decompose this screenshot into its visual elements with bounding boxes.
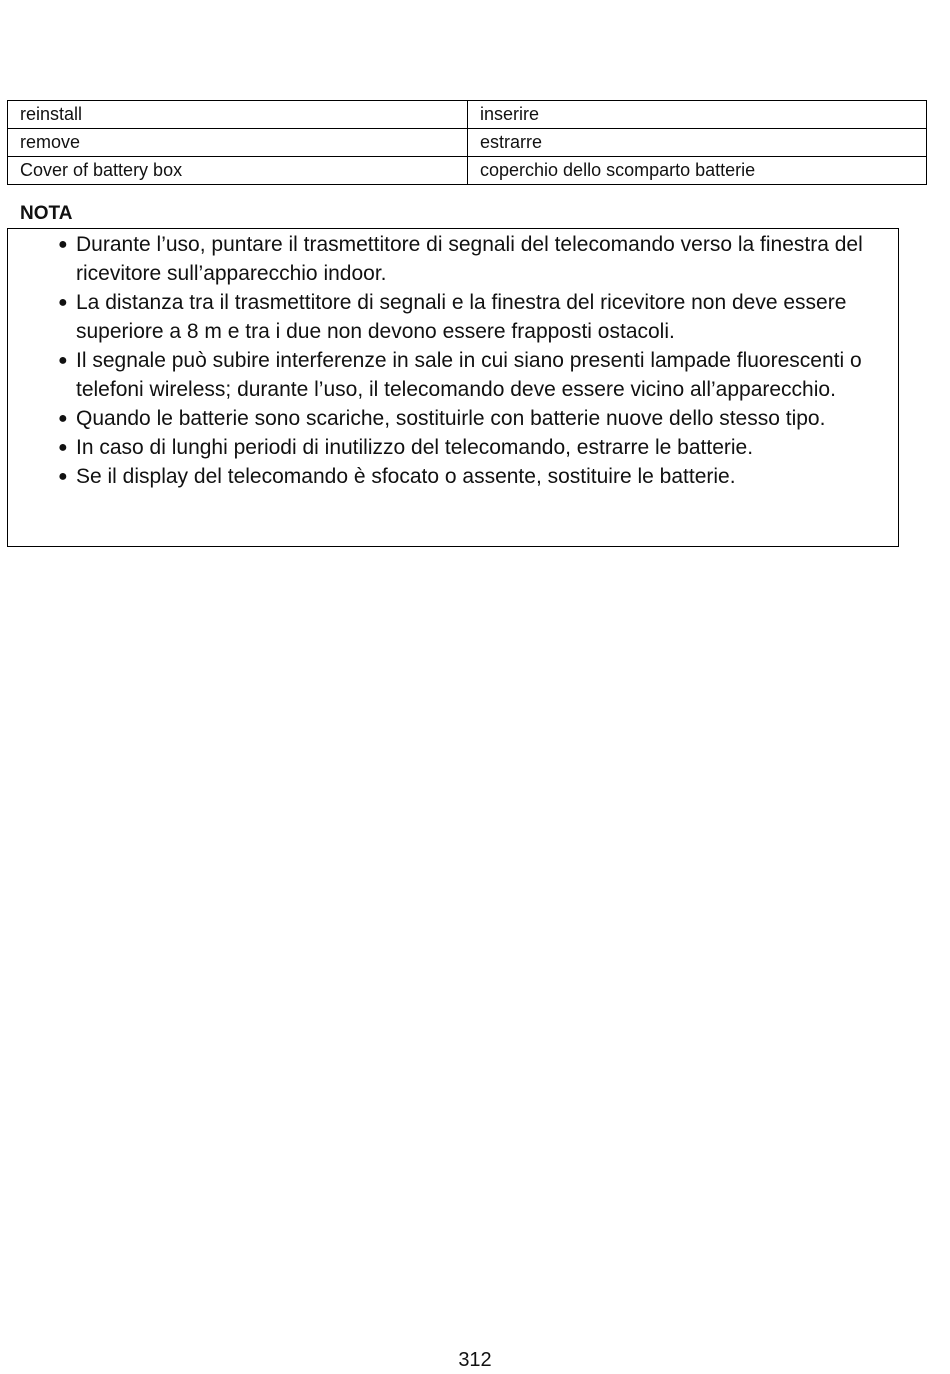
list-item bbox=[8, 346, 898, 404]
note-list bbox=[8, 230, 898, 491]
table-row bbox=[8, 101, 927, 129]
term-italian: inserire bbox=[468, 101, 927, 129]
term-english: reinstall bbox=[8, 101, 468, 129]
list-item bbox=[8, 462, 898, 491]
list-item bbox=[8, 230, 898, 288]
note-text: La distanza tra il trasmettitore di segnali e la finestra del ricevitore non deve essere superiore a 8 m e tra i due non devono essere frapposti ostacoli. bbox=[76, 291, 847, 343]
note-text: Durante l’uso, puntare il trasmettitore di segnali del telecomando verso la finestra del ricevitore sull’apparecchio indoor. bbox=[76, 233, 863, 285]
bullet-icon: ● bbox=[58, 294, 68, 311]
list-item bbox=[8, 404, 898, 433]
note-heading: NOTA bbox=[20, 203, 73, 224]
glossary-table bbox=[7, 100, 927, 185]
bullet-icon: ● bbox=[58, 352, 68, 369]
table-row bbox=[8, 157, 927, 185]
list-item bbox=[8, 288, 898, 346]
list-item bbox=[8, 433, 898, 462]
bullet-icon: ● bbox=[58, 410, 68, 427]
note-text: In caso di lunghi periodi di inutilizzo del telecomando, estrarre le batterie. bbox=[76, 436, 754, 459]
term-english: remove bbox=[8, 129, 468, 157]
bullet-icon: ● bbox=[58, 439, 68, 456]
table-row bbox=[8, 129, 927, 157]
note-text: Il segnale può subire interferenze in sale in cui siano presenti lampade fluorescenti o telefoni wireless; durante l’uso, il telecomando deve essere vicino all’apparecchio. bbox=[76, 349, 862, 401]
term-italian: coperchio dello scomparto batterie bbox=[468, 157, 927, 185]
note-box bbox=[7, 228, 899, 547]
note-text: Se il display del telecomando è sfocato o assente, sostituire le batterie. bbox=[76, 465, 736, 488]
term-italian: estrarre bbox=[468, 129, 927, 157]
page-number: 312 bbox=[458, 1349, 492, 1371]
bullet-icon: ● bbox=[58, 236, 68, 253]
bullet-icon: ● bbox=[58, 468, 68, 485]
note-text: Quando le batterie sono scariche, sostituirle con batterie nuove dello stesso tipo. bbox=[76, 407, 826, 430]
term-english: Cover of battery box bbox=[8, 157, 468, 185]
